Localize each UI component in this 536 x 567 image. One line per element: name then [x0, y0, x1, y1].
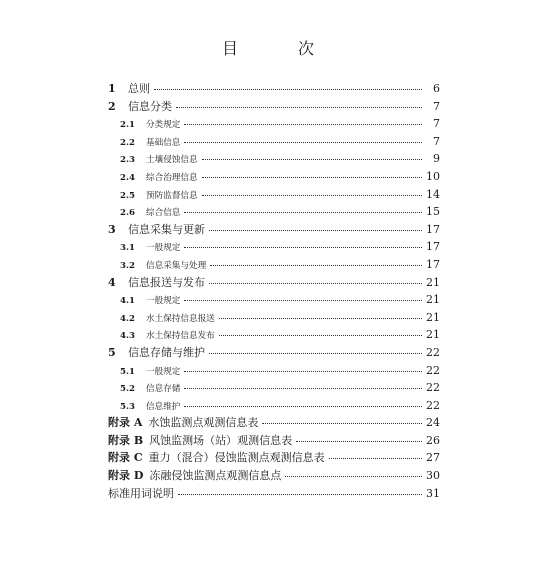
toc-entry-page-number: 27: [426, 451, 440, 465]
toc-entry-number: 5.2: [120, 384, 135, 395]
dot-leader: [184, 370, 422, 372]
toc-entry-number: 2.2: [120, 137, 135, 148]
toc-entry-page-number: 7: [433, 117, 440, 131]
toc-entry-number: 5: [108, 345, 116, 359]
toc-entry-number: 4: [108, 275, 116, 289]
toc-entry[interactable]: [108, 326, 440, 344]
toc-entry-label: 信息采集与处理: [146, 260, 207, 271]
toc-entry-number: 2.1: [120, 120, 135, 131]
toc-entry-label: 标准用词说明: [108, 486, 174, 500]
toc-entry-label: 综合治理信息: [146, 172, 198, 183]
toc-entry-page-number: 17: [426, 222, 440, 236]
toc-entry-label: 水蚀监测点观测信息表: [148, 416, 259, 430]
dot-leader: [178, 493, 422, 495]
toc-entry-page-number: 15: [426, 205, 440, 219]
toc-entry-number: 附录 D: [108, 469, 144, 483]
toc-entry-label: 信息分类: [128, 99, 172, 113]
toc-entry-label: 基础信息: [146, 137, 181, 148]
toc-entry-page-number: 30: [426, 469, 440, 483]
toc-entry-label: 信息采集与更新: [128, 222, 205, 236]
toc-entry-label: 水土保持信息发布: [146, 331, 215, 342]
toc-entry-number: 2.6: [120, 208, 135, 219]
toc-entry-label: 一般规定: [146, 243, 181, 254]
toc-entry-page-number: 22: [426, 363, 440, 377]
dot-leader: [184, 211, 422, 213]
toc-entry-number: 2.3: [120, 155, 135, 166]
toc-entry[interactable]: [108, 414, 440, 432]
toc-entry[interactable]: [108, 133, 440, 151]
toc-entry-page-number: 7: [433, 99, 440, 113]
toc-entry-page-number: 24: [426, 416, 440, 430]
toc-entry[interactable]: [108, 150, 440, 168]
toc-entry-page-number: 10: [426, 169, 440, 183]
toc-entry-page-number: 17: [426, 257, 440, 271]
toc-entry-label: 分类规定: [146, 120, 181, 131]
toc-entry[interactable]: [108, 432, 440, 450]
page-title: 目 次: [221, 39, 336, 58]
toc-entry[interactable]: [108, 291, 440, 309]
toc-entry-page-number: 14: [426, 187, 440, 201]
toc-entry[interactable]: [108, 168, 440, 186]
toc-entry-page-number: 26: [426, 433, 440, 447]
toc-entry[interactable]: [108, 221, 440, 239]
toc-entry-label: 信息报送与发布: [128, 275, 205, 289]
toc-entry-page-number: 22: [426, 398, 440, 412]
toc-entry-page-number: 22: [426, 345, 440, 359]
toc-entry-page-number: 21: [426, 275, 440, 289]
toc-entry-label: 土壤侵蚀信息: [146, 155, 198, 166]
toc-entry-label: 风蚀监测场（站）观测信息表: [149, 433, 293, 447]
toc-entry-number: 5.1: [120, 366, 135, 377]
toc-entry-label: 信息存储与维护: [128, 345, 205, 359]
toc-entry-number: 4.1: [120, 296, 135, 307]
toc-entry-number: 4.3: [120, 331, 135, 342]
dot-leader: [202, 158, 422, 160]
dot-leader: [184, 123, 422, 125]
toc-entry-page-number: 7: [433, 134, 440, 148]
toc-entry-page-number: 6: [433, 82, 440, 95]
toc-entry-number: 3: [108, 222, 116, 236]
toc-entry[interactable]: [108, 115, 440, 133]
toc-entry-number: 附录 C: [108, 451, 143, 465]
toc-entry-page-number: 17: [426, 240, 440, 254]
dot-leader: [329, 457, 422, 459]
dot-leader: [285, 475, 422, 477]
toc-entry[interactable]: [108, 238, 440, 256]
toc-entry-page-number: 9: [433, 152, 440, 166]
toc-entry[interactable]: [108, 203, 440, 221]
toc-entry[interactable]: [108, 256, 440, 274]
toc-entry-number: 2.5: [120, 190, 135, 201]
toc-entry-number: 2: [108, 99, 116, 113]
dot-leader: [209, 229, 422, 231]
dot-leader: [184, 246, 422, 248]
dot-leader: [154, 88, 422, 90]
toc-entry-number: 3.1: [120, 243, 135, 254]
table-of-contents: [108, 80, 440, 502]
toc-entry-label: 一般规定: [146, 366, 181, 377]
toc-entry[interactable]: [108, 379, 440, 397]
toc-entry-number: 2.4: [120, 172, 135, 183]
toc-entry-label: 信息存储: [146, 384, 181, 395]
toc-entry[interactable]: [108, 98, 440, 116]
toc-entry[interactable]: [108, 80, 440, 98]
dot-leader: [184, 387, 422, 389]
dot-leader: [184, 405, 422, 407]
toc-entry[interactable]: [108, 362, 440, 380]
toc-entry-label: 水土保持信息报送: [146, 313, 215, 324]
dot-leader: [209, 282, 422, 284]
toc-entry-label: 一般规定: [146, 296, 181, 307]
toc-entry[interactable]: [108, 449, 440, 467]
toc-entry-label: 总则: [128, 82, 150, 95]
toc-entry-number: 附录 B: [108, 433, 144, 447]
toc-entry-number: 1: [108, 82, 116, 95]
dot-leader: [209, 352, 422, 354]
toc-entry-page-number: 21: [426, 310, 440, 324]
toc-entry-label: 冻融侵蚀监测点观测信息点: [149, 469, 282, 483]
toc-entry[interactable]: [108, 186, 440, 204]
toc-entry-number: 5.3: [120, 401, 135, 412]
toc-entry-page-number: 21: [426, 328, 440, 342]
dot-leader: [296, 440, 422, 442]
toc-entry-label: 信息维护: [146, 401, 181, 412]
toc-entry-label: 预防监督信息: [146, 190, 198, 201]
toc-entry[interactable]: [108, 397, 440, 415]
dot-leader: [176, 106, 422, 108]
toc-entry-page-number: 22: [426, 381, 440, 395]
toc-entry[interactable]: [108, 485, 440, 503]
dot-leader: [262, 422, 422, 424]
toc-entry-number: 4.2: [120, 313, 135, 324]
dot-leader: [202, 176, 422, 178]
toc-entry[interactable]: [108, 467, 440, 485]
toc-entry-page-number: 21: [426, 293, 440, 307]
dot-leader: [184, 299, 422, 301]
toc-entry-label: 重力（混合）侵蚀监测点观测信息表: [148, 451, 325, 465]
toc-entry[interactable]: [108, 274, 440, 292]
toc-entry[interactable]: [108, 309, 440, 327]
toc-entry-label: 综合信息: [146, 208, 181, 219]
dot-leader: [219, 317, 422, 319]
toc-entry-number: 3.2: [120, 260, 135, 271]
dot-leader: [219, 334, 422, 336]
toc-entry-page-number: 31: [426, 486, 440, 500]
toc-entry[interactable]: [108, 344, 440, 362]
dot-leader: [202, 194, 422, 196]
dot-leader: [210, 264, 422, 266]
toc-entry-number: 附录 A: [108, 416, 143, 430]
dot-leader: [184, 141, 422, 143]
